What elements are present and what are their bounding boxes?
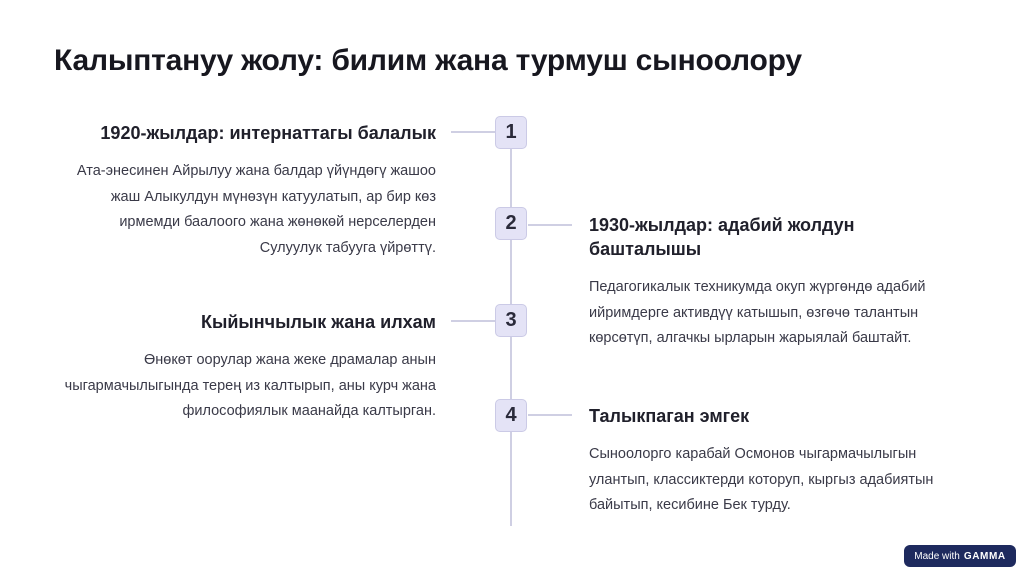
badge-label: Made with	[914, 550, 960, 562]
timeline-entry-2	[589, 213, 959, 352]
entry-body: Өнөкөт оорулар жана жеке драмалар анын чыгармачылыгында терең из калтырып, аны курч жана философиялык маанайда калтырган.	[64, 352, 436, 419]
timeline-entry-4	[589, 404, 969, 519]
timeline-entry-3	[60, 310, 436, 425]
entry-heading: Кыйынчылык жана илхам	[200, 312, 436, 332]
connector-2	[528, 224, 572, 226]
step-marker-4	[495, 399, 527, 432]
connector-3	[451, 320, 495, 322]
step-number: 1	[505, 121, 517, 143]
entry-body: Педагогикалык техникумда окуп жүргөндө адабий ийримдерге активдүү катышып, өзгөчө талантын көрсөтүп, алгачкы ырларын жарыялай баштайт.	[589, 279, 926, 346]
made-with-gamma-badge[interactable]	[904, 545, 1016, 567]
step-marker-2	[495, 207, 527, 240]
entry-heading: 1920-жылдар: интернаттагы балалык	[100, 123, 436, 143]
entry-heading: Талыкпаган эмгек	[589, 406, 750, 426]
page-title: Калыптануу жолу: билим жана турмуш сыноолору	[54, 44, 802, 77]
entry-body: Ата-энесинен Айрылуу жана балдар үйүндөгү жашоо жаш Алыкулдун мүнөзүн катуулатып, ар бир көз ирмемди баалоого жана жөнөкөй нерселерден Сулуулук табууга үйрөттү.	[76, 163, 436, 256]
step-number: 3	[505, 309, 517, 331]
entry-body: Сыноолорго карабай Осмонов чыгармачылыгын улантып, классиктерди которуп, кыргыз адабиятын байытып, кесибине Бек турду.	[589, 446, 934, 513]
connector-4	[528, 414, 572, 416]
timeline-entry-1	[60, 121, 436, 261]
step-number: 4	[505, 404, 517, 426]
step-marker-1	[495, 116, 527, 149]
step-marker-3	[495, 304, 527, 337]
entry-heading: 1930-жылдар: адабий жолдун башталышы	[589, 215, 855, 259]
connector-1	[451, 131, 495, 133]
step-number: 2	[505, 212, 517, 234]
gamma-logo: GAMMA	[963, 550, 1006, 562]
